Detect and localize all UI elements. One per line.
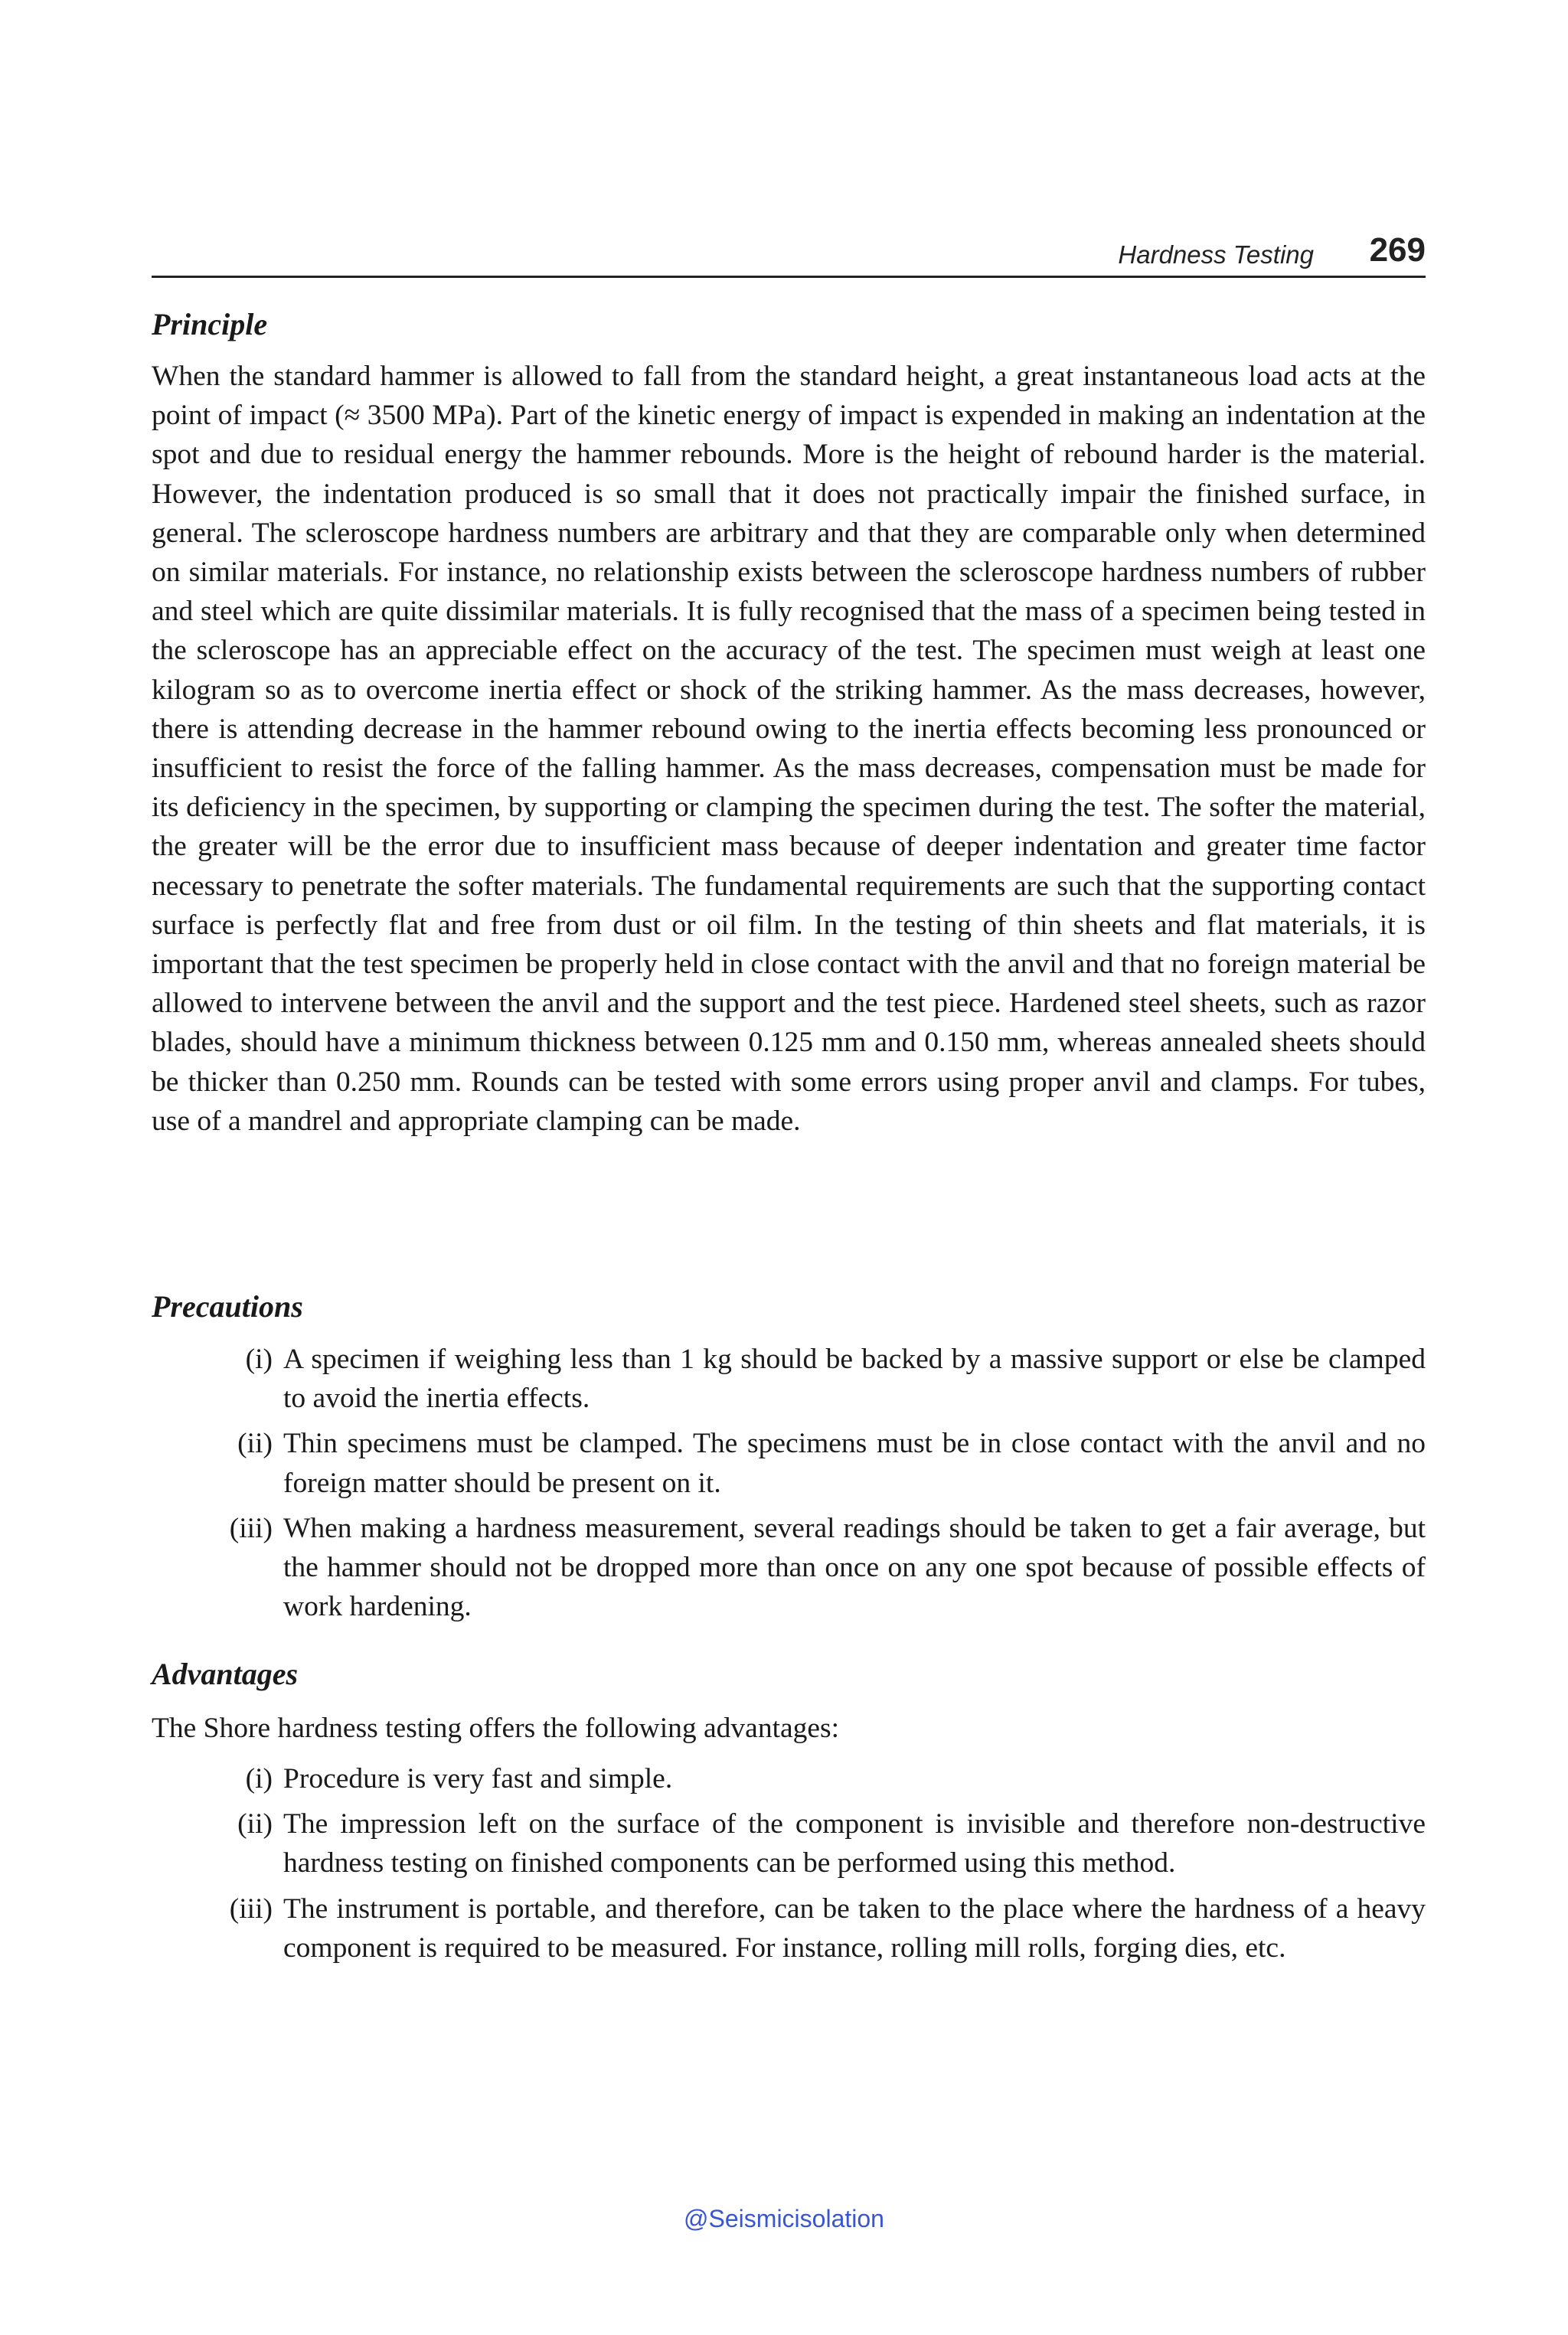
advantages-list xyxy=(152,1759,1426,1968)
list-item xyxy=(152,1759,1426,1798)
list-marker: (i) xyxy=(245,1344,273,1375)
list-marker: (ii) xyxy=(237,1428,273,1460)
list-item-text: Procedure is very fast and simple. xyxy=(283,1763,673,1795)
list-item-text: The impression left on the surface of the component is invisible and therefore non-destructive hardness testing on finished components can be performed using this method. xyxy=(283,1808,1426,1879)
list-item-text: The instrument is portable, and therefore, can be taken to the place where the hardness of a heavy component is required to be measured. For instance, rolling mill rolls, forging dies, etc. xyxy=(283,1892,1426,1964)
principle-paragraph: When the standard hammer is allowed to fall from the standard height, a great instantaneous load acts at the point of impact (≈ 3500 MPa). Part of the kinetic energy of impact is expended in making an indentation at the spot and due to residual energy the hammer rebounds. More is the height of rebound harder is the material. However, the indentation produced is so small that it does not practically impair the finished surface, in general. The scleroscope hardness numbers are arbitrary and that they are comparable only when determined on similar materials. For instance, no relationship exists between the scleroscope hardness numbers of rubber and steel which are quite dissimilar materials. It is fully recognised that the mass of a specimen being tested in the scleroscope has an appreciable effect on the accuracy of the test. The specimen must weigh at least one kilogram so as to overcome inertia effect or shock of the striking hammer. As the mass decreases, however, there is attending decrease in the hammer rebound owing to the inertia effects becoming less pronounced or insufficient to resist the force of the falling hammer. As the mass decreases, compensation must be made for its deficiency in the specimen, by supporting or clamping the specimen during the test. The softer the material, the greater will be the error due to insufficient mass because of deeper indentation and greater time factor necessary to penetrate the softer materials. The fundamental requirements are such that the supporting contact surface is perfectly flat and free from dust or oil film. In the testing of thin sheets and flat materials, it is important that the test specimen be properly held in close contact with the anvil and that no foreign material be allowed to intervene between the anvil and the support and the test piece. Hardened steel sheets, such as razor blades, should have a minimum thickness between 0.125 mm and 0.150 mm, whereas annealed sheets should be thicker than 0.250 mm. Rounds can be tested with some errors using proper anvil and clamps. For tubes, use of a mandrel and appropriate clamping can be made. xyxy=(152,361,1426,1137)
list-marker: (iii) xyxy=(229,1512,273,1544)
running-title: Hardness Testing xyxy=(1118,240,1314,269)
list-marker: (iii) xyxy=(229,1892,273,1925)
list-item xyxy=(152,1424,1426,1502)
advantages-heading: Advantages xyxy=(152,1657,299,1691)
list-marker: (ii) xyxy=(237,1808,273,1840)
precautions-heading: Precautions xyxy=(152,1289,303,1324)
list-item-text: Thin specimens must be clamped. The specimens must be in close contact with the anvil and no foreign matter should be present on it. xyxy=(283,1428,1426,1499)
advantages-intro: The Shore hardness testing offers the following advantages: xyxy=(152,1713,840,1744)
list-item xyxy=(152,1340,1426,1418)
list-item xyxy=(152,1509,1426,1627)
list-item-text: A specimen if weighing less than 1 kg should be backed by a massive support or else be clamped to avoid the inertia effects. xyxy=(283,1344,1426,1415)
list-item xyxy=(152,1804,1426,1883)
precautions-list xyxy=(152,1340,1426,1626)
list-marker: (i) xyxy=(245,1763,273,1795)
watermark: @Seismicisolation xyxy=(684,2205,884,2232)
page-number: 269 xyxy=(1369,231,1426,269)
running-header xyxy=(152,233,1426,278)
list-item xyxy=(152,1889,1426,1968)
principle-heading: Principle xyxy=(152,307,268,341)
list-item-text: When making a hardness measurement, several readings should be taken to get a fair average, but the hammer should not be dropped more than once on any one spot because of possible effects of work hardening. xyxy=(283,1512,1426,1623)
